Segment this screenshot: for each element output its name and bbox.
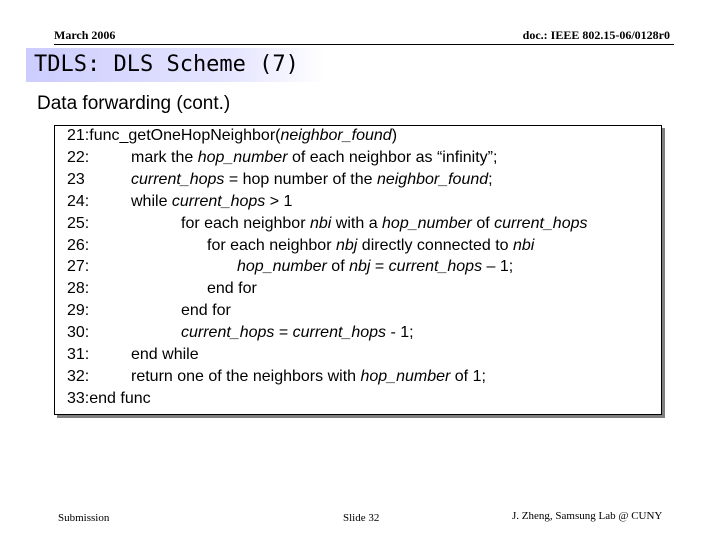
code-line-number: 25: — [67, 214, 90, 232]
code-line-text — [131, 192, 292, 212]
code-line — [67, 192, 293, 212]
code-variable: current_hops — [494, 214, 588, 232]
code-line-number: 32: — [67, 367, 90, 385]
header-divider — [54, 44, 674, 45]
code-text: of each neighbor as “infinity”; — [287, 148, 498, 166]
code-variable: neighbor_found — [280, 127, 392, 144]
code-variable: hop_number — [382, 214, 472, 232]
code-variable: current_hops — [388, 258, 483, 276]
code-line-text — [181, 214, 588, 234]
code-line-text — [89, 390, 150, 407]
code-line-number: 28: — [67, 280, 90, 298]
code-line-text — [181, 301, 231, 321]
code-text: = — [370, 258, 389, 276]
code-text: while — [131, 192, 172, 210]
code-line-number: 23 — [67, 170, 85, 188]
code-line-number: 31: — [67, 346, 90, 363]
slide-subtitle: Data forwarding (cont.) — [37, 93, 231, 114]
code-text: directly connected to — [357, 236, 513, 254]
code-line-text — [89, 127, 397, 144]
code-text: ; — [488, 170, 493, 188]
code-text: end for — [207, 280, 257, 298]
code-line-text — [131, 367, 486, 387]
code-line — [67, 279, 257, 299]
code-line-number: 33: — [67, 389, 90, 407]
code-line-number: 24: — [67, 192, 90, 210]
code-line — [67, 367, 486, 387]
code-variable: current_hops — [181, 324, 275, 342]
code-variable: nbi — [512, 236, 535, 254]
code-line — [67, 301, 231, 321]
code-variable: current_hops — [171, 192, 266, 210]
code-line-text — [181, 323, 414, 343]
code-line-text — [131, 170, 493, 190]
code-line-number: 30: — [67, 324, 90, 342]
code-text: for each neighbor — [181, 214, 310, 232]
code-line-number: 21: — [67, 127, 90, 144]
code-text: func_getOneHopNeighbor( — [89, 127, 281, 144]
code-variable: hop_number — [237, 258, 327, 276]
code-line-text — [207, 236, 534, 256]
code-text: with a — [331, 214, 383, 232]
code-text: end func — [89, 389, 151, 407]
code-line-text — [131, 148, 497, 168]
code-line — [67, 323, 414, 343]
code-variable: nbi — [309, 214, 332, 232]
code-text: > 1 — [265, 192, 293, 210]
code-line-number: 26: — [67, 236, 90, 254]
footer-submission: Submission — [58, 512, 110, 524]
code-variable: hop_number — [360, 367, 451, 385]
code-text: = hop number of the — [224, 170, 377, 188]
code-text: mark the — [131, 148, 198, 166]
header-doc-id: doc.: IEEE 802.15-06/0128r0 — [522, 28, 670, 42]
code-line — [67, 126, 397, 146]
code-text: of 1; — [450, 367, 486, 385]
code-text: end while — [131, 346, 199, 363]
code-text: – 1; — [482, 258, 514, 276]
code-text: return one of the neighbors with — [131, 367, 361, 385]
code-variable: neighbor_found — [376, 170, 489, 188]
code-line — [67, 170, 493, 190]
code-variable: nbj — [335, 236, 358, 254]
header-date: March 2006 — [54, 28, 116, 42]
code-line — [67, 214, 588, 234]
slide-title: TDLS: DLS Scheme (7) — [34, 52, 299, 77]
code-text: for each neighbor — [207, 236, 336, 254]
code-line-text — [237, 257, 513, 277]
code-line — [67, 257, 514, 277]
code-text: - 1; — [386, 324, 414, 342]
code-line-text — [131, 345, 199, 365]
code-variable: hop_number — [197, 148, 288, 166]
code-line — [67, 148, 498, 168]
footer-author: J. Zheng, Samsung Lab @ CUNY — [512, 510, 663, 522]
code-text: end for — [181, 302, 231, 320]
footer-slide-number: Slide 32 — [343, 512, 380, 524]
code-variable: nbj — [349, 258, 371, 276]
code-line-number: 29: — [67, 302, 90, 320]
code-text: of — [326, 258, 350, 276]
code-line — [67, 389, 151, 409]
code-variable: current_hops — [292, 324, 387, 342]
code-text: ) — [391, 127, 398, 144]
code-line — [67, 236, 535, 256]
code-text: of — [471, 214, 495, 232]
code-variable: current_hops — [131, 170, 225, 188]
code-line — [67, 345, 199, 365]
code-line-number: 22: — [67, 148, 90, 166]
code-line-number: 27: — [67, 258, 90, 276]
code-line-text — [207, 279, 257, 299]
code-text: = — [274, 324, 293, 342]
